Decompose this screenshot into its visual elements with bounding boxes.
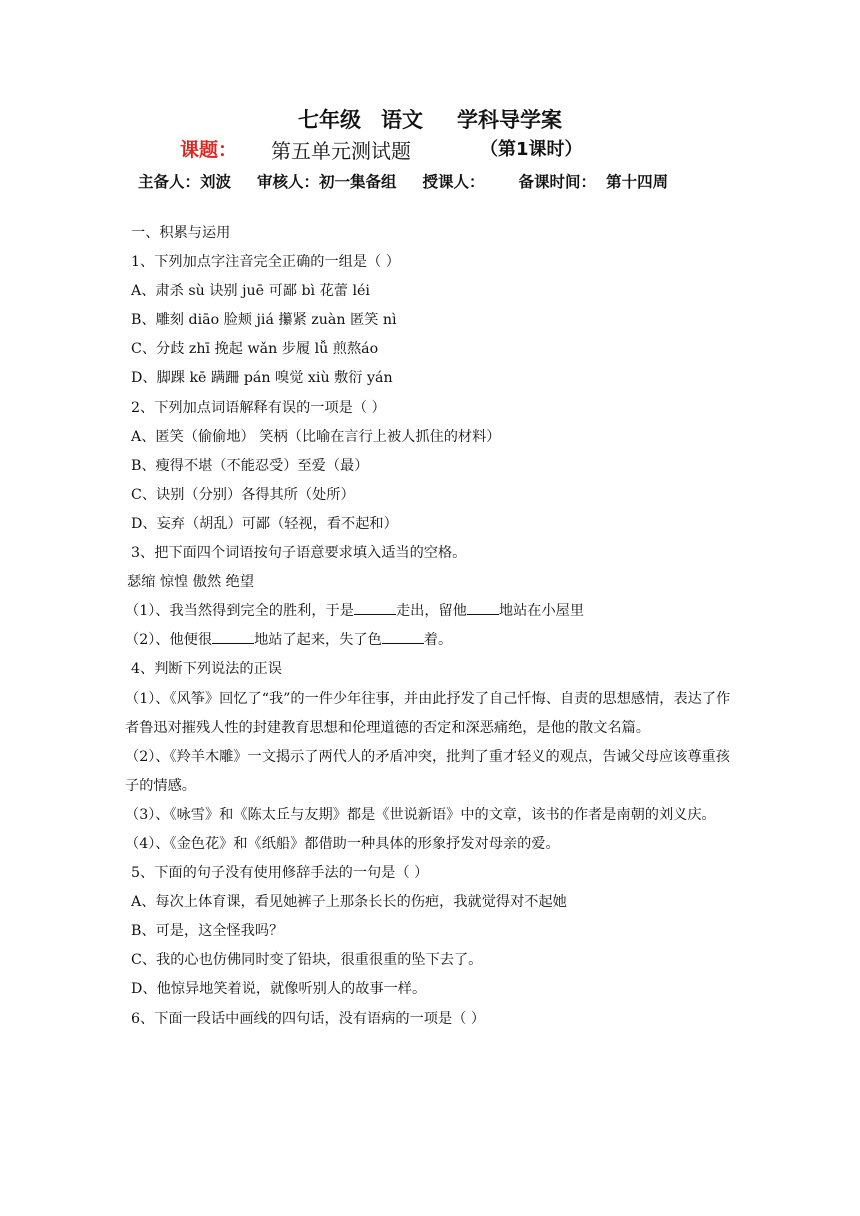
meta-reviewer: 审核人：初一集备组 bbox=[257, 173, 397, 191]
meta-preparer: 主备人：刘波 bbox=[138, 173, 232, 191]
q1-option-b: B、雕刻 diāo 脸颊 jiá 攥紧 zuàn 匿笑 nì bbox=[131, 312, 397, 329]
meta-week: 第十四周 bbox=[606, 173, 669, 191]
q3-s2-part-c: 着。 bbox=[423, 632, 453, 649]
q3-word-bank: 瑟缩 惊惶 傲然 绝望 bbox=[127, 574, 255, 591]
section-heading: 一、积累与运用 bbox=[131, 225, 231, 241]
q5-stem: 5、下面的句子没有使用修辞手法的一句是（ ） bbox=[131, 865, 429, 882]
q3-s1-part-b: 走出，留他 bbox=[395, 603, 467, 620]
answer-blank[interactable] bbox=[212, 629, 254, 644]
lesson-label: 课题： bbox=[180, 139, 238, 161]
q2-option-d: D、妄弃（胡乱）可鄙（轻视，看不起和） bbox=[131, 515, 398, 532]
lesson-period: （第1课时） bbox=[480, 139, 583, 160]
meta-teacher: 授课人： bbox=[422, 173, 485, 191]
q5-option-b: B、可是，这全怪我吗？ bbox=[131, 923, 284, 940]
title-subject: 语文 bbox=[381, 108, 423, 132]
q5-option-a: A、每次上体育课，看见她裤子上那条长长的伤疤，我就觉得对不起她 bbox=[131, 894, 567, 911]
document-title bbox=[0, 104, 860, 134]
q1-option-c: C、分歧 zhī 挽起 wǎn 步履 lǚ 煎熬áo bbox=[131, 341, 379, 358]
q6-stem: 6、下面一段话中画线的四句话，没有语病的一项是（ ） bbox=[131, 1010, 486, 1027]
q2-stem: 2、下列加点词语解释有误的一项是（ ） bbox=[131, 399, 386, 416]
q1-stem: 1、下列加点字注音完全正确的一组是（ ） bbox=[131, 254, 400, 271]
q5-option-c: C、我的心也仿佛同时变了铅块，很重很重的坠下去了。 bbox=[131, 952, 483, 969]
answer-blank[interactable] bbox=[354, 600, 396, 615]
q3-stem: 3、把下面四个词语按句子语意要求填入适当的空格。 bbox=[131, 545, 467, 562]
answer-blank[interactable] bbox=[382, 629, 424, 644]
q1-option-d: D、脚踝 kē 蹒跚 pán 嗅觉 xiù 敷衍 yán bbox=[131, 370, 393, 387]
answer-blank[interactable] bbox=[467, 600, 499, 615]
title-type: 学科导学案 bbox=[457, 108, 562, 132]
q4-item-1: （1）、《风筝》回忆了“我”的一件少年往事，并由此抒发了自己忏悔、自责的思想感情，表达了作者鲁迅对摧残人性的封建教育思想和伦理道德的否定和深恶痛绝，是他的散文名篇。 bbox=[125, 690, 731, 736]
q3-s1-part-a: （1）、我当然得到完全的胜利，于是 bbox=[125, 603, 354, 620]
lesson-line bbox=[0, 135, 860, 163]
exam-body bbox=[125, 219, 731, 1034]
lesson-name: 第五单元测试题 bbox=[271, 139, 411, 163]
q4-item-2: （2）、《羚羊木雕》一文揭示了两代人的矛盾冲突，批判了重才轻义的观点，告诫父母应该尊重孩子的情感。 bbox=[125, 748, 730, 794]
q3-sentence-1 bbox=[125, 597, 731, 626]
q3-sentence-2 bbox=[125, 626, 731, 655]
q3-s2-part-b: 地站了起来，失了色 bbox=[254, 632, 382, 649]
q2-option-a: A、匿笑（偷偷地） 笑柄（比喻在言行上被人抓住的材料） bbox=[131, 428, 501, 445]
q1-option-a: A、肃杀 sù 诀别 juē 可鄙 bì 花蕾 léi bbox=[131, 283, 370, 300]
q4-item-4: （4）、《金色花》和《纸船》都借助一种具体的形象抒发对母亲的爱。 bbox=[125, 835, 560, 852]
meta-line bbox=[138, 170, 694, 192]
q2-option-c: C、诀别（分别）各得其所（处所） bbox=[131, 486, 355, 503]
q3-s2-part-a: （2）、他便很 bbox=[125, 632, 213, 649]
q2-option-b: B、瘦得不堪（不能忍受）至爱（最） bbox=[131, 457, 369, 474]
q4-item-3: （3）、《咏雪》和《陈太丘与友期》都是《世说新语》中的文章，该书的作者是南朝的刘义庆。 bbox=[125, 806, 716, 823]
title-grade: 七年级 bbox=[298, 108, 361, 132]
q3-s1-part-c: 地站在小屋里 bbox=[498, 603, 585, 620]
q4-stem: 4、判断下列说法的正误 bbox=[131, 661, 282, 678]
meta-time-label: 备课时间： bbox=[518, 173, 597, 191]
q5-option-d: D、他惊异地笑着说，就像听别人的故事一样。 bbox=[131, 981, 427, 998]
